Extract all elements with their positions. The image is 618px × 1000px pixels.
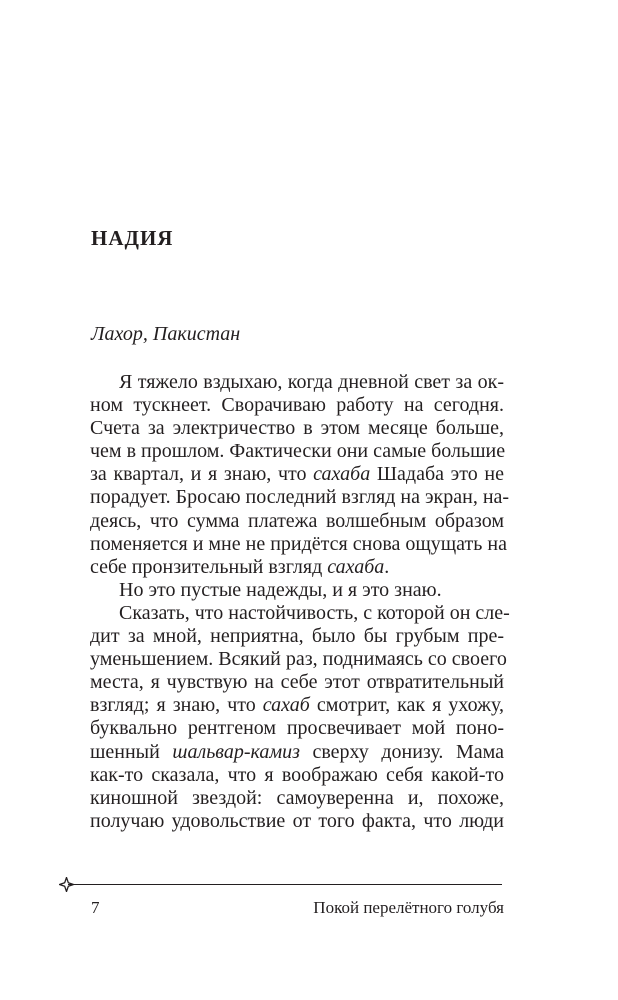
text-run: взгляд; я знаю, что — [90, 694, 263, 717]
text-run: смотрит, как я ухожу, — [309, 694, 504, 717]
text-line — [90, 510, 504, 533]
text-run: Но это пустые надежды, и я это знаю. — [119, 578, 442, 601]
text-line — [90, 717, 504, 740]
text-line — [90, 417, 504, 440]
footer-rule — [68, 884, 502, 885]
text-run: порадует. Бросаю последний взгляд на экран, на- — [90, 486, 510, 509]
text-run: за квартал, и я знаю, что — [90, 463, 314, 486]
chapter-location: Лахор, Пакистан — [91, 323, 241, 345]
text-line — [90, 601, 510, 625]
text-run: места, я чувствую на себе этот отвратительный — [90, 671, 504, 694]
text-run: Шадаба это не — [370, 463, 504, 486]
text-line — [90, 463, 504, 486]
body-text — [90, 371, 510, 833]
text-line — [90, 371, 504, 394]
text-run: Я тяжело вздыхаю, когда дневной свет за ок- — [119, 371, 504, 393]
chapter-title: НАДИЯ — [91, 226, 174, 250]
text-line — [90, 764, 504, 787]
text-run: сверху донизу. Мама — [299, 740, 505, 763]
text-line — [90, 810, 504, 833]
text-run: как-то сказала, что я воображаю себя какой-то — [90, 763, 504, 786]
text-run: чем в прошлом. Фактически они самые большие — [90, 440, 506, 463]
text-line — [90, 787, 504, 810]
italic-term: сахаба — [313, 463, 371, 486]
text-line — [90, 671, 504, 694]
text-run: киношной звездой: самоуверенна и, похоже, — [90, 786, 504, 809]
page-number: 7 — [91, 898, 100, 917]
text-run: поменяется и мне не придётся снова ощущать на — [90, 532, 507, 555]
text-run: . — [384, 555, 390, 578]
text-line — [90, 440, 504, 463]
text-line — [90, 486, 510, 509]
text-run: себе пронзительный взгляд — [90, 555, 328, 578]
text-line — [90, 694, 504, 717]
italic-term: сахаб — [262, 694, 310, 717]
text-run: деясь, что сумма платежа волшебным образом — [90, 509, 504, 532]
italic-term: сахаба — [327, 555, 385, 578]
text-run: Счета за электричество в этом месяце больше, — [90, 417, 504, 440]
text-run: получаю удовольствие от того факта, что люди — [90, 809, 504, 832]
text-run: уменьшением. Всякий раз, поднимаясь со своего — [90, 648, 507, 671]
text-run: дит за мной, неприятна, было бы грубым пре- — [90, 625, 504, 648]
text-line — [90, 741, 504, 764]
text-run: Сказать, что настойчивость, с которой он сле- — [119, 601, 510, 624]
italic-term: шальвар-камиз — [172, 740, 300, 763]
running-title: Покой перелётного голубя — [313, 898, 504, 917]
text-run: буквально рентгеном просвечивает мой поно- — [90, 717, 504, 740]
text-line — [90, 532, 507, 556]
text-line — [90, 579, 504, 602]
text-line — [90, 394, 504, 417]
text-line — [90, 625, 504, 648]
text-line — [90, 556, 504, 579]
text-run: ном тускнеет. Сворачиваю работу на сегодня. — [90, 394, 504, 417]
text-run: шенный — [90, 740, 173, 763]
text-line — [90, 648, 507, 671]
